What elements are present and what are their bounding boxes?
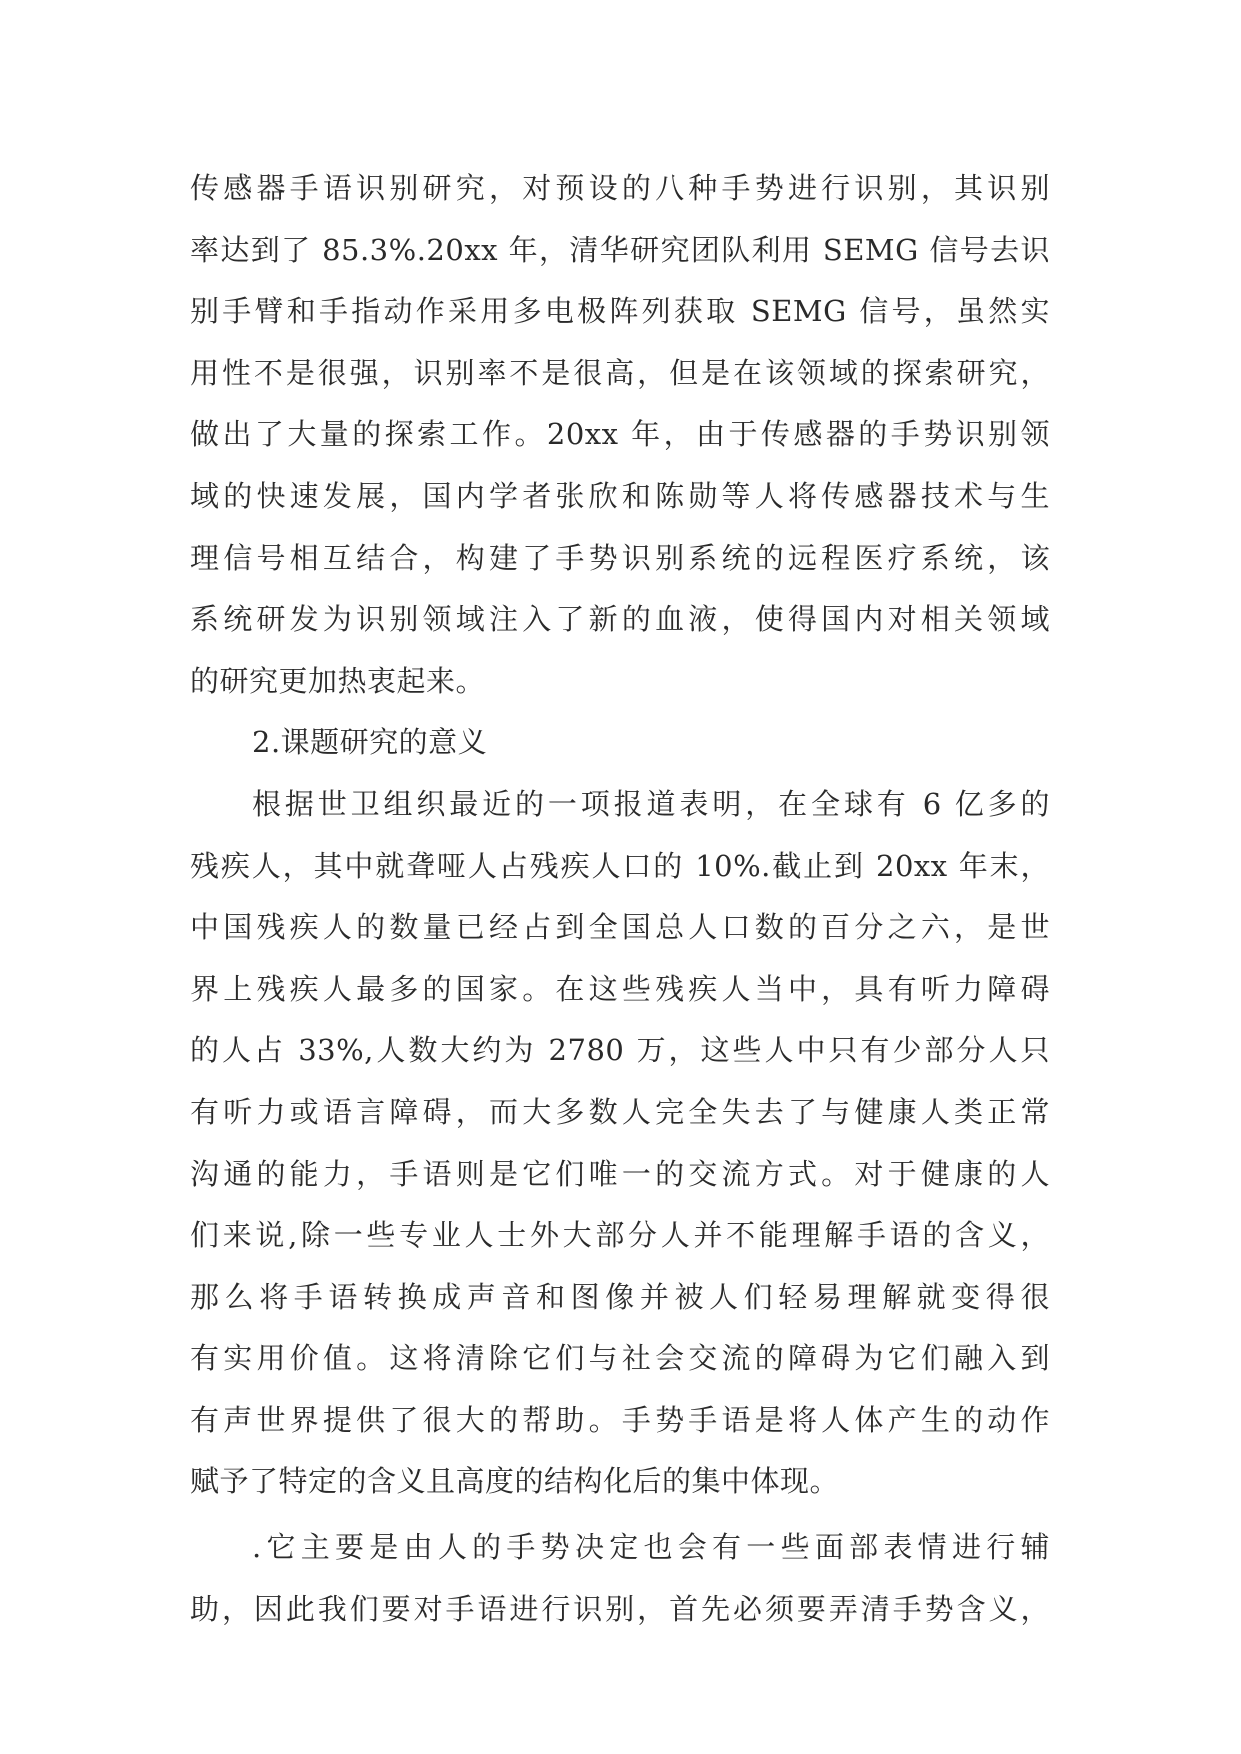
text-line: 有听力或语言障碍，而大多数人完全失去了与健康人类正常 xyxy=(190,1094,1050,1129)
text-line: 界上残疾人最多的国家。在这些残疾人当中，具有听力障碍 xyxy=(190,971,1050,1006)
text-line: 残疾人，其中就聋哑人占残疾人口的 10%.截止到 20xx 年末， xyxy=(190,848,1050,883)
paragraph-gesture xyxy=(190,1517,1050,1640)
text-line: 有实用价值。这将清除它们与社会交流的障碍为它们融入到 xyxy=(190,1341,1050,1376)
paragraph-research-history xyxy=(190,158,1050,712)
text-line: .它主要是由人的手势决定也会有一些面部表情进行辅 xyxy=(252,1530,1050,1565)
text-line: 做出了大量的探索工作。20xx 年，由于传感器的手势识别领 xyxy=(190,417,1050,452)
paragraph-significance xyxy=(190,774,1050,1513)
text-line: 助，因此我们要对手语进行识别，首先必须要弄清手势含义， xyxy=(190,1591,1050,1626)
text-line: 用性不是很强，识别率不是很高，但是在该领域的探索研究， xyxy=(190,355,1050,390)
text-line: 的人占 33%,人数大约为 2780 万，这些人中只有少部分人只 xyxy=(190,1033,1050,1068)
text-line: 沟通的能力，手语则是它们唯一的交流方式。对于健康的人 xyxy=(190,1156,1050,1191)
text-line: 有声世界提供了很大的帮助。手势手语是将人体产生的动作 xyxy=(190,1402,1050,1437)
text-line: 赋予了特定的含义且高度的结构化后的集中体现。 xyxy=(190,1464,840,1499)
text-line: 率达到了 85.3%.20xx 年，清华研究团队利用 SEMG 信号去识 xyxy=(190,232,1050,267)
text-line: 域的快速发展，国内学者张欣和陈勋等人将传感器技术与生 xyxy=(190,478,1050,513)
document-body xyxy=(190,158,1050,1640)
text-line: 的研究更加热衷起来。 xyxy=(190,663,486,698)
text-line: 们来说,除一些专业人士外大部分人并不能理解手语的含义， xyxy=(190,1218,1050,1253)
text-line: 中国残疾人的数量已经占到全国总人口数的百分之六，是世 xyxy=(190,910,1050,945)
text-line: 理信号相互结合，构建了手势识别系统的远程医疗系统，该 xyxy=(190,540,1050,575)
heading-text: 2.课题研究的意义 xyxy=(252,725,488,760)
text-line: 传感器手语识别研究，对预设的八种手势进行识别，其识别 xyxy=(190,171,1050,205)
text-line: 别手臂和手指动作采用多电极阵列获取 SEMG 信号，虽然实 xyxy=(190,294,1050,329)
text-line: 那么将手语转换成声音和图像并被人们轻易理解就变得很 xyxy=(190,1279,1050,1314)
section-heading xyxy=(190,712,1050,774)
text-line: 系统研发为识别领域注入了新的血液，使得国内对相关领域 xyxy=(190,602,1050,637)
text-line: 根据世卫组织最近的一项报道表明，在全球有 6 亿多的 xyxy=(252,786,1050,821)
